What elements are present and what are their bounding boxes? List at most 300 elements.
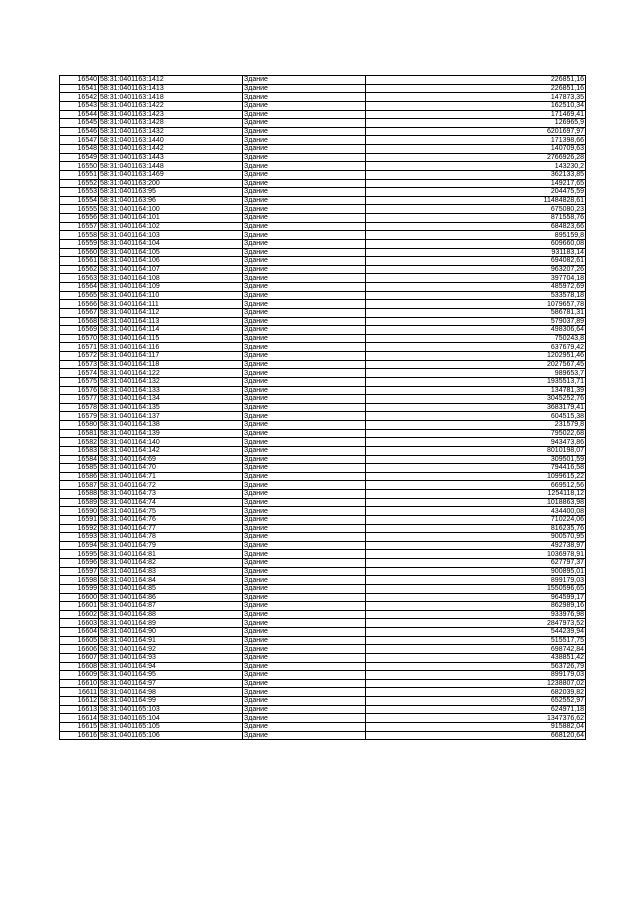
cadastral-value-cell: 682039,82	[366, 688, 586, 697]
cadastral-value-cell: 498306,64	[366, 326, 586, 335]
cadastral-value-cell: 309501,59	[366, 455, 586, 464]
object-type-cell: Здание	[243, 205, 366, 214]
cadastral-number-cell: 58:31:0401163:1448	[99, 162, 243, 171]
row-number-cell: 16559	[60, 239, 99, 248]
cadastral-value-cell: 627797,37	[366, 559, 586, 568]
row-number-cell: 16615	[60, 722, 99, 731]
cadastral-value-cell: 231579,8	[366, 421, 586, 430]
row-number-cell: 16558	[60, 231, 99, 240]
cadastral-number-cell: 58:31:0401164:88	[99, 610, 243, 619]
cadastral-number-cell: 58:31:0401164:104	[99, 239, 243, 248]
table-row	[60, 274, 586, 283]
table-row	[60, 610, 586, 619]
cadastral-number-cell: 58:31:0401164:79	[99, 541, 243, 550]
object-type-cell: Здание	[243, 214, 366, 223]
cadastral-value-cell: 11484828,61	[366, 196, 586, 205]
table-row	[60, 722, 586, 731]
cadastral-number-cell: 58:31:0401163:1442	[99, 145, 243, 154]
table-row	[60, 205, 586, 214]
cadastral-value-cell: 586781,31	[366, 308, 586, 317]
object-type-cell: Здание	[243, 343, 366, 352]
cadastral-number-cell: 58:31:0401164:133	[99, 386, 243, 395]
cadastral-value-cell: 226851,16	[366, 84, 586, 93]
row-number-cell: 16576	[60, 386, 99, 395]
cadastral-value-cell: 1550596,65	[366, 584, 586, 593]
cadastral-value-cell: 544239,94	[366, 628, 586, 637]
cadastral-value-cell: 171469,41	[366, 110, 586, 119]
cadastral-number-cell: 58:31:0401164:111	[99, 300, 243, 309]
cadastral-number-cell: 58:31:0401164:74	[99, 498, 243, 507]
object-type-cell: Здание	[243, 283, 366, 292]
object-type-cell: Здание	[243, 541, 366, 550]
row-number-cell: 16595	[60, 550, 99, 559]
table-row	[60, 300, 586, 309]
cadastral-value-cell: 434400,08	[366, 507, 586, 516]
cadastral-number-cell: 58:31:0401164:107	[99, 265, 243, 274]
object-type-cell: Здание	[243, 576, 366, 585]
row-number-cell: 16610	[60, 679, 99, 688]
cadastral-value-cell: 900895,01	[366, 567, 586, 576]
row-number-cell: 16608	[60, 662, 99, 671]
row-number-cell: 16561	[60, 257, 99, 266]
table-row	[60, 731, 586, 740]
cadastral-value-cell: 1018863,98	[366, 498, 586, 507]
row-number-cell: 16569	[60, 326, 99, 335]
row-number-cell: 16604	[60, 628, 99, 637]
cadastral-number-cell: 58:31:0401164:72	[99, 481, 243, 490]
row-number-cell: 16614	[60, 714, 99, 723]
cadastral-number-cell: 58:31:0401164:85	[99, 584, 243, 593]
object-type-cell: Здание	[243, 412, 366, 421]
cadastral-value-cell: 669512,56	[366, 481, 586, 490]
row-number-cell: 16577	[60, 395, 99, 404]
row-number-cell: 16581	[60, 429, 99, 438]
cadastral-number-cell: 58:31:0401164:92	[99, 645, 243, 654]
row-number-cell: 16564	[60, 283, 99, 292]
cadastral-number-cell: 58:31:0401164:90	[99, 628, 243, 637]
row-number-cell: 16599	[60, 584, 99, 593]
row-number-cell: 16583	[60, 446, 99, 455]
table-row	[60, 662, 586, 671]
cadastral-value-cell: 794416,58	[366, 464, 586, 473]
row-number-cell: 16572	[60, 352, 99, 361]
cadastral-value-cell: 143230,2	[366, 162, 586, 171]
table-row	[60, 490, 586, 499]
cadastral-number-cell: 58:31:0401163:1423	[99, 110, 243, 119]
row-number-cell: 16612	[60, 697, 99, 706]
object-type-cell: Здание	[243, 490, 366, 499]
object-type-cell: Здание	[243, 248, 366, 257]
cadastral-number-cell: 58:31:0401164:109	[99, 283, 243, 292]
table-row	[60, 196, 586, 205]
object-type-cell: Здание	[243, 196, 366, 205]
table-row	[60, 222, 586, 231]
cadastral-number-cell: 58:31:0401164:132	[99, 377, 243, 386]
cadastral-number-cell: 58:31:0401164:100	[99, 205, 243, 214]
object-type-cell: Здание	[243, 317, 366, 326]
cadastral-value-cell: 362133,85	[366, 170, 586, 179]
table-row	[60, 507, 586, 516]
row-number-cell: 16606	[60, 645, 99, 654]
row-number-cell: 16567	[60, 308, 99, 317]
table-row	[60, 576, 586, 585]
table-row	[60, 438, 586, 447]
object-type-cell: Здание	[243, 628, 366, 637]
object-type-cell: Здание	[243, 619, 366, 628]
table-row	[60, 352, 586, 361]
row-number-cell: 16547	[60, 136, 99, 145]
object-type-cell: Здание	[243, 291, 366, 300]
cadastral-value-cell: 1079657,78	[366, 300, 586, 309]
object-type-cell: Здание	[243, 662, 366, 671]
object-type-cell: Здание	[243, 498, 366, 507]
table-row	[60, 334, 586, 343]
cadastral-number-cell: 58:31:0401164:140	[99, 438, 243, 447]
cadastral-number-cell: 58:31:0401164:83	[99, 567, 243, 576]
row-number-cell: 16598	[60, 576, 99, 585]
cadastral-value-cell: 533578,18	[366, 291, 586, 300]
cadastral-value-cell: 2847973,52	[366, 619, 586, 628]
cadastral-number-cell: 58:31:0401163:1443	[99, 153, 243, 162]
cadastral-number-cell: 58:31:0401164:95	[99, 671, 243, 680]
object-type-cell: Здание	[243, 231, 366, 240]
object-type-cell: Здание	[243, 464, 366, 473]
table-row	[60, 360, 586, 369]
cadastral-number-cell: 58:31:0401164:117	[99, 352, 243, 361]
table-row	[60, 584, 586, 593]
row-number-cell: 16546	[60, 127, 99, 136]
object-type-cell: Здание	[243, 481, 366, 490]
cadastral-number-cell: 58:31:0401164:69	[99, 455, 243, 464]
table-row	[60, 541, 586, 550]
cadastral-value-cell: 1238807,02	[366, 679, 586, 688]
cadastral-number-cell: 58:31:0401164:91	[99, 636, 243, 645]
cadastral-value-cell: 675080,23	[366, 205, 586, 214]
row-number-cell: 16545	[60, 119, 99, 128]
cadastral-number-cell: 58:31:0401163:96	[99, 196, 243, 205]
table-row	[60, 524, 586, 533]
cadastral-number-cell: 58:31:0401164:97	[99, 679, 243, 688]
cadastral-number-cell: 58:31:0401164:87	[99, 602, 243, 611]
object-type-cell: Здание	[243, 265, 366, 274]
table-row	[60, 188, 586, 197]
cadastral-number-cell: 58:31:0401164:139	[99, 429, 243, 438]
row-number-cell: 16549	[60, 153, 99, 162]
cadastral-value-cell: 963207,26	[366, 265, 586, 274]
object-type-cell: Здание	[243, 438, 366, 447]
row-number-cell: 16552	[60, 179, 99, 188]
cadastral-number-cell: 58:31:0401164:112	[99, 308, 243, 317]
table-row	[60, 265, 586, 274]
cadastral-value-cell: 1254118,12	[366, 490, 586, 499]
table-row	[60, 559, 586, 568]
object-type-cell: Здание	[243, 403, 366, 412]
object-type-cell: Здание	[243, 239, 366, 248]
cadastral-value-cell: 397704,18	[366, 274, 586, 283]
object-type-cell: Здание	[243, 101, 366, 110]
cadastral-number-cell: 58:31:0401164:106	[99, 257, 243, 266]
table-row	[60, 308, 586, 317]
cadastral-number-cell: 58:31:0401163:1440	[99, 136, 243, 145]
object-type-cell: Здание	[243, 153, 366, 162]
row-number-cell: 16568	[60, 317, 99, 326]
table-row	[60, 239, 586, 248]
cadastral-number-cell: 58:31:0401164:70	[99, 464, 243, 473]
object-type-cell: Здание	[243, 593, 366, 602]
object-type-cell: Здание	[243, 567, 366, 576]
table-row	[60, 179, 586, 188]
row-number-cell: 16601	[60, 602, 99, 611]
cadastral-value-cell: 816235,76	[366, 524, 586, 533]
table-row	[60, 153, 586, 162]
table-row	[60, 162, 586, 171]
table-row	[60, 231, 586, 240]
cadastral-number-cell: 58:31:0401164:77	[99, 524, 243, 533]
row-number-cell: 16544	[60, 110, 99, 119]
table-row	[60, 671, 586, 680]
cadastral-value-cell: 750243,8	[366, 334, 586, 343]
row-number-cell: 16556	[60, 214, 99, 223]
table-row	[60, 145, 586, 154]
object-type-cell: Здание	[243, 179, 366, 188]
table-row	[60, 481, 586, 490]
cadastral-number-cell: 58:31:0401164:98	[99, 688, 243, 697]
row-number-cell: 16565	[60, 291, 99, 300]
row-number-cell: 16573	[60, 360, 99, 369]
row-number-cell: 16584	[60, 455, 99, 464]
cadastral-value-cell: 1099615,22	[366, 472, 586, 481]
row-number-cell: 16560	[60, 248, 99, 257]
table-row	[60, 550, 586, 559]
row-number-cell: 16609	[60, 671, 99, 680]
cadastral-value-cell: 604515,38	[366, 412, 586, 421]
object-type-cell: Здание	[243, 170, 366, 179]
cadastral-number-cell: 58:31:0401164:122	[99, 369, 243, 378]
table-row	[60, 421, 586, 430]
cadastral-number-cell: 58:31:0401163:1469	[99, 170, 243, 179]
table-row	[60, 395, 586, 404]
row-number-cell: 16580	[60, 421, 99, 430]
cadastral-number-cell: 58:31:0401164:103	[99, 231, 243, 240]
cadastral-value-cell: 933976,98	[366, 610, 586, 619]
table-row	[60, 119, 586, 128]
table-row	[60, 429, 586, 438]
cadastral-number-cell: 58:31:0401165:105	[99, 722, 243, 731]
cadastral-number-cell: 58:31:0401163:95	[99, 188, 243, 197]
cadastral-number-cell: 58:31:0401164:99	[99, 697, 243, 706]
object-type-cell: Здание	[243, 93, 366, 102]
object-type-cell: Здание	[243, 360, 366, 369]
row-number-cell: 16548	[60, 145, 99, 154]
table-row	[60, 679, 586, 688]
object-type-cell: Здание	[243, 524, 366, 533]
table-row	[60, 593, 586, 602]
cadastral-value-cell: 862989,16	[366, 602, 586, 611]
cadastral-number-cell: 58:31:0401164:73	[99, 490, 243, 499]
cadastral-value-cell: 3683179,41	[366, 403, 586, 412]
object-type-cell: Здание	[243, 162, 366, 171]
table-row	[60, 645, 586, 654]
object-type-cell: Здание	[243, 76, 366, 85]
row-number-cell: 16562	[60, 265, 99, 274]
table-row	[60, 248, 586, 257]
cadastral-number-cell: 58:31:0401164:134	[99, 395, 243, 404]
object-type-cell: Здание	[243, 377, 366, 386]
table-row	[60, 136, 586, 145]
row-number-cell: 16593	[60, 533, 99, 542]
cadastral-value-cell: 652552,97	[366, 697, 586, 706]
cadastral-value-cell: 943473,86	[366, 438, 586, 447]
table-row	[60, 110, 586, 119]
cadastral-value-cell: 684823,66	[366, 222, 586, 231]
table-row	[60, 170, 586, 179]
object-type-cell: Здание	[243, 352, 366, 361]
object-type-cell: Здание	[243, 369, 366, 378]
cadastral-value-cell: 694082,61	[366, 257, 586, 266]
cadastral-number-cell: 58:31:0401165:106	[99, 731, 243, 740]
object-type-cell: Здание	[243, 584, 366, 593]
table-row	[60, 101, 586, 110]
cadastral-value-cell: 964599,17	[366, 593, 586, 602]
cadastral-number-cell: 58:31:0401164:82	[99, 559, 243, 568]
object-type-cell: Здание	[243, 610, 366, 619]
object-type-cell: Здание	[243, 136, 366, 145]
object-type-cell: Здание	[243, 671, 366, 680]
table-row	[60, 283, 586, 292]
cadastral-number-cell: 58:31:0401164:116	[99, 343, 243, 352]
table-row	[60, 326, 586, 335]
cadastral-number-cell: 58:31:0401163:1418	[99, 93, 243, 102]
table-row	[60, 446, 586, 455]
cadastral-value-cell: 1935513,71	[366, 377, 586, 386]
cadastral-value-cell: 931183,14	[366, 248, 586, 257]
object-type-cell: Здание	[243, 188, 366, 197]
object-type-cell: Здание	[243, 507, 366, 516]
cadastral-number-cell: 58:31:0401164:115	[99, 334, 243, 343]
object-type-cell: Здание	[243, 722, 366, 731]
object-type-cell: Здание	[243, 386, 366, 395]
cadastral-number-cell: 58:31:0401164:118	[99, 360, 243, 369]
cadastral-number-cell: 58:31:0401164:105	[99, 248, 243, 257]
table-row	[60, 369, 586, 378]
object-type-cell: Здание	[243, 472, 366, 481]
cadastral-value-cell: 171398,66	[366, 136, 586, 145]
table-row	[60, 257, 586, 266]
cadastral-value-cell: 899179,03	[366, 576, 586, 585]
row-number-cell: 16566	[60, 300, 99, 309]
object-type-cell: Здание	[243, 533, 366, 542]
row-number-cell: 16575	[60, 377, 99, 386]
object-type-cell: Здание	[243, 679, 366, 688]
object-type-cell: Здание	[243, 515, 366, 524]
cadastral-value-cell: 989653,7	[366, 369, 586, 378]
row-number-cell: 16594	[60, 541, 99, 550]
table-row	[60, 317, 586, 326]
cadastral-value-cell: 162510,34	[366, 101, 586, 110]
row-number-cell: 16616	[60, 731, 99, 740]
object-type-cell: Здание	[243, 119, 366, 128]
table-row	[60, 688, 586, 697]
object-type-cell: Здание	[243, 697, 366, 706]
row-number-cell: 16596	[60, 559, 99, 568]
object-type-cell: Здание	[243, 455, 366, 464]
table-row	[60, 412, 586, 421]
cadastral-value-cell: 1202951,46	[366, 352, 586, 361]
cadastral-number-cell: 58:31:0401164:94	[99, 662, 243, 671]
row-number-cell: 16605	[60, 636, 99, 645]
cadastral-value-cell: 698742,84	[366, 645, 586, 654]
object-type-cell: Здание	[243, 127, 366, 136]
object-type-cell: Здание	[243, 395, 366, 404]
cadastral-value-cell: 226851,16	[366, 76, 586, 85]
table-row	[60, 214, 586, 223]
object-type-cell: Здание	[243, 705, 366, 714]
cadastral-value-cell: 492738,97	[366, 541, 586, 550]
table-row	[60, 653, 586, 662]
cadastral-value-cell: 710224,06	[366, 515, 586, 524]
cadastral-value-cell: 134781,39	[366, 386, 586, 395]
cadastral-number-cell: 58:31:0401164:84	[99, 576, 243, 585]
object-type-cell: Здание	[243, 645, 366, 654]
cadastral-value-cell: 900570,95	[366, 533, 586, 542]
object-type-cell: Здание	[243, 653, 366, 662]
object-type-cell: Здание	[243, 257, 366, 266]
row-number-cell: 16540	[60, 76, 99, 85]
table-row	[60, 619, 586, 628]
row-number-cell: 16582	[60, 438, 99, 447]
cadastral-number-cell: 58:31:0401164:142	[99, 446, 243, 455]
object-type-cell: Здание	[243, 110, 366, 119]
object-type-cell: Здание	[243, 145, 366, 154]
cadastral-number-cell: 58:31:0401163:200	[99, 179, 243, 188]
cadastral-value-cell: 1036978,91	[366, 550, 586, 559]
object-type-cell: Здание	[243, 559, 366, 568]
object-type-cell: Здание	[243, 550, 366, 559]
cadastral-value-cell: 149217,65	[366, 179, 586, 188]
table-row	[60, 714, 586, 723]
table-row	[60, 403, 586, 412]
cadastral-value-cell: 915882,04	[366, 722, 586, 731]
row-number-cell: 16542	[60, 93, 99, 102]
cadastral-value-cell: 485972,69	[366, 283, 586, 292]
cadastral-number-cell: 58:31:0401164:135	[99, 403, 243, 412]
cadastral-value-cell: 895159,8	[366, 231, 586, 240]
row-number-cell: 16585	[60, 464, 99, 473]
cadastral-value-cell: 126965,9	[366, 119, 586, 128]
cadastral-value-cell: 2766926,28	[366, 153, 586, 162]
object-type-cell: Здание	[243, 636, 366, 645]
object-type-cell: Здание	[243, 688, 366, 697]
table-row	[60, 377, 586, 386]
cadastral-number-cell: 58:31:0401164:71	[99, 472, 243, 481]
table-row	[60, 127, 586, 136]
cadastral-number-cell: 58:31:0401165:103	[99, 705, 243, 714]
table-body	[60, 76, 586, 740]
cadastral-value-cell: 1347376,62	[366, 714, 586, 723]
table-row	[60, 472, 586, 481]
cadastral-number-cell: 58:31:0401164:110	[99, 291, 243, 300]
row-number-cell: 16600	[60, 593, 99, 602]
row-number-cell: 16586	[60, 472, 99, 481]
cadastral-value-cell: 3045252,76	[366, 395, 586, 404]
row-number-cell: 16543	[60, 101, 99, 110]
object-type-cell: Здание	[243, 326, 366, 335]
cadastral-number-cell: 58:31:0401164:114	[99, 326, 243, 335]
cadastral-number-cell: 58:31:0401164:101	[99, 214, 243, 223]
cadastral-value-cell: 515517,75	[366, 636, 586, 645]
row-number-cell: 16592	[60, 524, 99, 533]
row-number-cell: 16551	[60, 170, 99, 179]
